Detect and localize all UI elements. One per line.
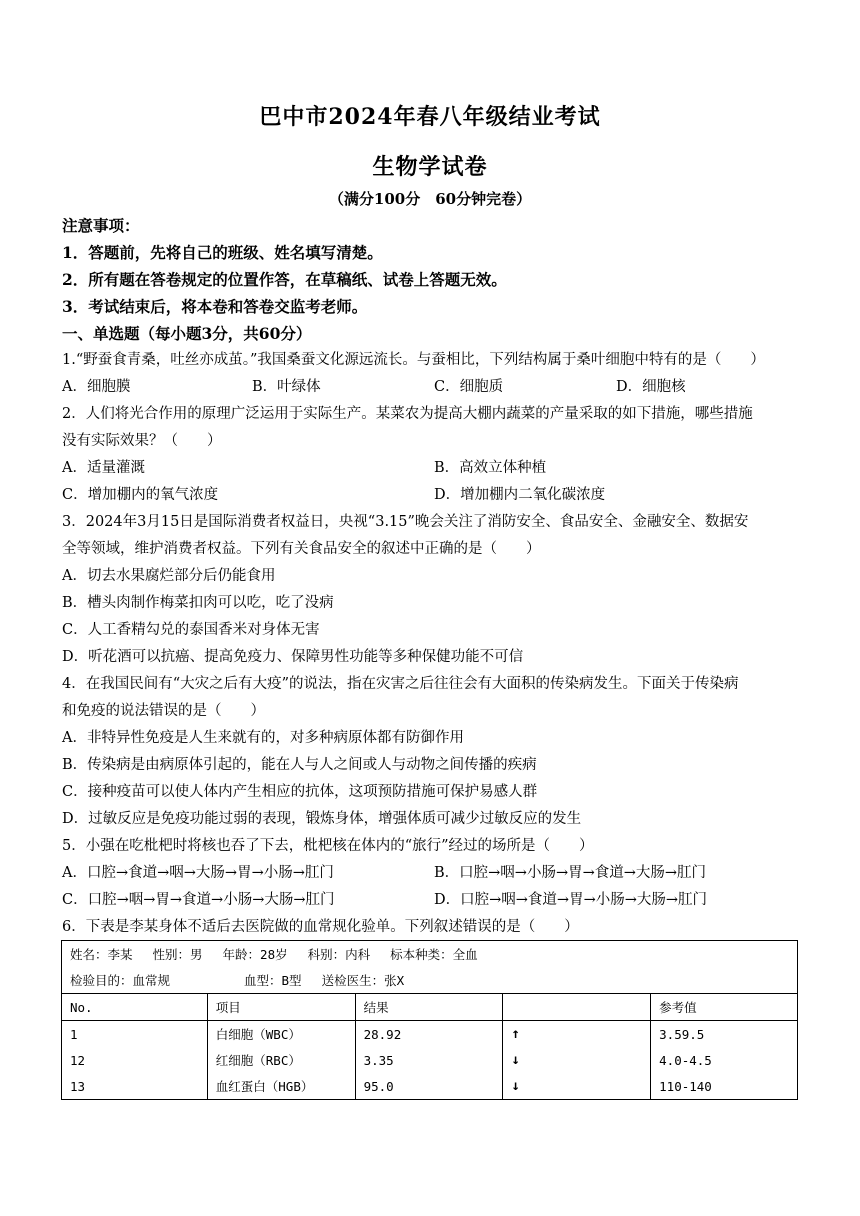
row-result: 95.0 — [355, 1073, 503, 1100]
row-reference: 3.59.5 — [651, 1021, 798, 1048]
test-purpose: 检验目的：血常规 — [70, 973, 171, 988]
question-2-stem-cont: 没有实际效果？（ ） — [62, 433, 222, 449]
q2-option-c: C．增加棚内的氧气浓度 — [62, 487, 219, 503]
question-4-stem: 4．在我国民间有“大灾之后有大疫”的说法，指在灾害之后往往会有大面积的传染病发生。下面关于传染病 — [62, 676, 739, 692]
row-reference: 110-140 — [651, 1073, 798, 1100]
row-item: 白细胞（WBC） — [207, 1021, 355, 1048]
row-no: 1 — [62, 1021, 208, 1048]
blood-type-doctor: 血型：B型 送检医生：张X — [244, 973, 405, 988]
q5-option-b: B．口腔→咽→小肠→胃→食道→大肠→肛门 — [434, 865, 707, 881]
col-header-no: No. — [62, 994, 208, 1021]
patient-info-row — [62, 967, 798, 994]
question-3-stem: 3．2024年3月15日是国际消费者权益日，央视“3.15”晚会关注了消防安全、食品安全、金融安全、数据安 — [62, 514, 749, 530]
row-item: 红细胞（RBC） — [207, 1047, 355, 1073]
table-row — [62, 1073, 798, 1100]
row-result: 28.92 — [355, 1021, 503, 1048]
note-item: 2．所有题在答卷规定的位置作答，在草稿纸、试卷上答题无效。 — [62, 270, 507, 289]
row-item: 血红蛋白（HGB） — [207, 1073, 355, 1100]
notes-heading: 注意事项： — [62, 216, 140, 235]
q4-option-d: D．过敏反应是免疫功能过弱的表现，锻炼身体，增强体质可减少过敏反应的发生 — [62, 811, 582, 827]
exam-title: 巴中市2024年春八年级结业考试 — [259, 104, 601, 130]
q4-option-c: C．接种疫苗可以使人体内产生相应的抗体，这项预防措施可保护易感人群 — [62, 784, 538, 800]
q5-option-d: D．口腔→咽→食道→胃→小肠→大肠→肛门 — [434, 892, 708, 908]
table-row — [62, 1021, 798, 1048]
question-5-stem: 5．小强在吃枇杷时将核也吞了下去，枇杷核在体内的“旅行”经过的场所是（ ） — [62, 838, 594, 854]
q1-option-b: B．叶绿体 — [252, 379, 321, 395]
q2-option-a: A．适量灌溉 — [62, 460, 145, 476]
question-1-stem: 1.“野蚕食青桑，吐丝亦成茧。”我国桑蚕文化源远流长。与蚕相比，下列结构属于桑叶细胞中特有的是（ ） — [62, 352, 765, 368]
q2-option-d: D．增加棚内二氧化碳浓度 — [434, 487, 606, 503]
col-header-result: 结果 — [355, 994, 503, 1021]
col-header-item: 项目 — [207, 994, 355, 1021]
subject-title: 生物学试卷 — [372, 154, 488, 180]
note-item: 3．考试结束后，将本卷和答卷交监考老师。 — [62, 297, 368, 316]
blood-test-table — [61, 940, 798, 1100]
q1-option-c: C．细胞质 — [434, 379, 504, 395]
q3-option-b: B．槽头肉制作梅菜扣肉可以吃，吃了没病 — [62, 595, 334, 611]
col-header-reference: 参考值 — [651, 994, 798, 1021]
q2-option-b: B．高效立体种植 — [434, 460, 547, 476]
table-header-row — [62, 994, 798, 1021]
question-6-stem: 6．下表是李某身体不适后去医院做的血常规化验单。下列叙述错误的是（ ） — [62, 919, 579, 935]
up-arrow-icon: ↑ — [503, 1021, 651, 1048]
q5-option-c: C．口腔→咽→胃→食道→小肠→大肠→肛门 — [62, 892, 335, 908]
table-row — [62, 1047, 798, 1073]
q3-option-a: A．切去水果腐烂部分后仍能食用 — [62, 568, 276, 584]
q4-option-b: B．传染病是由病原体引起的，能在人与人之间或人与动物之间传播的疾病 — [62, 757, 537, 773]
q3-option-c: C．人工香精勾兑的泰国香米对身体无害 — [62, 622, 320, 638]
question-2-stem: 2．人们将光合作用的原理广泛运用于实际生产。某菜农为提高大棚内蔬菜的产量采取的如下措施，哪些措施 — [62, 406, 753, 422]
row-no: 12 — [62, 1047, 208, 1073]
q1-option-d: D．细胞核 — [616, 379, 686, 395]
note-item: 1．答题前，先将自己的班级、姓名填写清楚。 — [62, 243, 383, 262]
q3-option-d: D．听花酒可以抗癌、提高免疫力、保障男性功能等多种保健功能不可信 — [62, 649, 524, 665]
row-no: 13 — [62, 1073, 208, 1100]
q4-option-a: A．非特异性免疫是人生来就有的，对多种病原体都有防御作用 — [62, 730, 464, 746]
question-3-stem-cont: 全等领域，维护消费者权益。下列有关食品安全的叙述中正确的是（ ） — [62, 541, 541, 557]
section-heading: 一、单选题（每小题3分，共60分） — [62, 324, 312, 343]
patient-info-line1: 姓名：李某 性别：男 年龄：28岁 科别：内科 标本种类：全血 — [62, 941, 798, 968]
down-arrow-icon: ↓ — [503, 1073, 651, 1100]
q1-option-a: A．细胞膜 — [62, 379, 131, 395]
exam-subtitle: （满分100分 60分钟完卷） — [328, 190, 532, 208]
patient-info-line2 — [62, 967, 798, 994]
col-header-flag — [503, 994, 651, 1021]
question-4-stem-cont: 和免疫的说法错误的是（ ） — [62, 703, 265, 719]
row-reference: 4.0-4.5 — [651, 1047, 798, 1073]
q5-option-a: A．口腔→食道→咽→大肠→胃→小肠→肛门 — [62, 865, 334, 881]
patient-info-row — [62, 941, 798, 968]
row-result: 3.35 — [355, 1047, 503, 1073]
down-arrow-icon: ↓ — [503, 1047, 651, 1073]
